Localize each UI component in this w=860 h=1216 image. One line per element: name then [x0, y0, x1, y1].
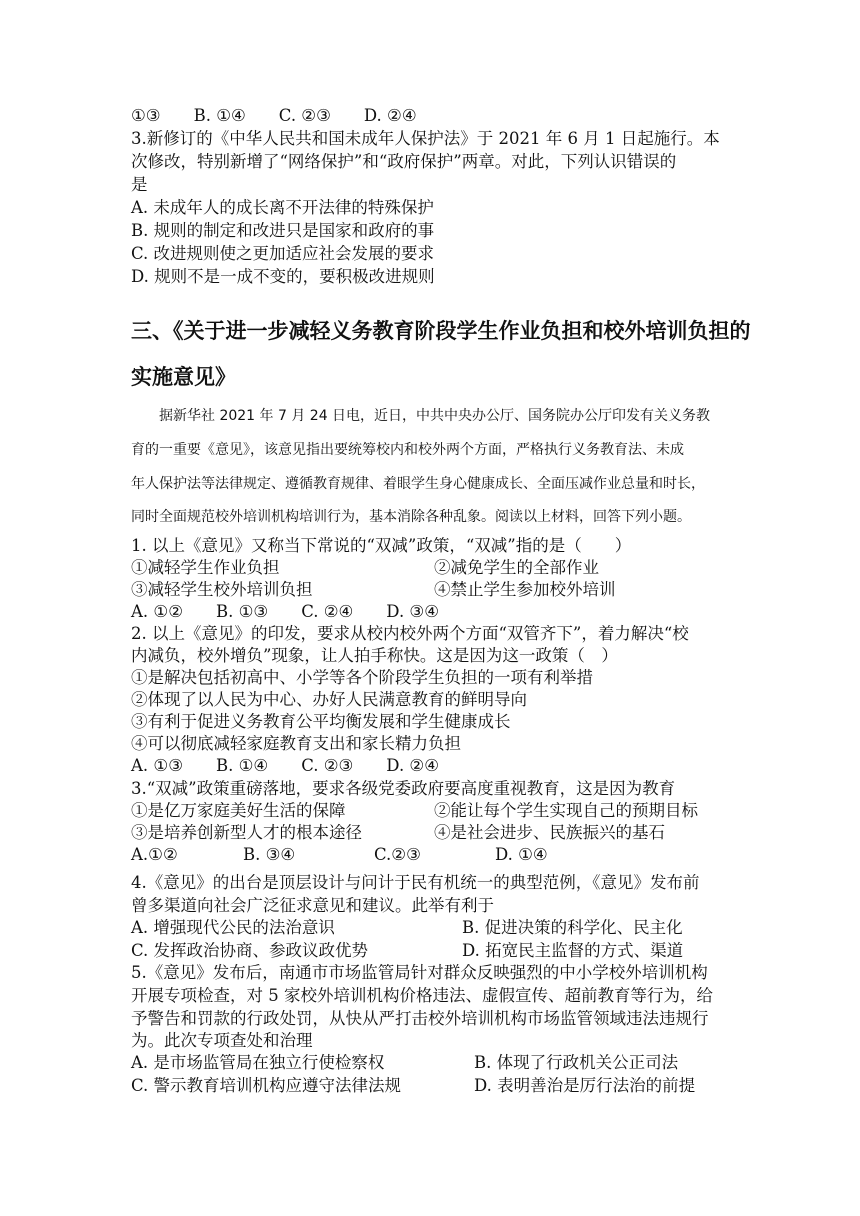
q4-stem-line-1: 4.《意见》的出台是顶层设计与问计于民有机统一的典型范例，《意见》发布前 — [131, 873, 700, 892]
q4-stem-line-2: 曾多渠道向社会广泛征求意见和建议。此举有利于 — [131, 896, 494, 915]
prev-question-options: ①③ B. ①④ C. ②③ D. ②④ — [131, 106, 417, 125]
q3-stem: 3.“双减”政策重磅落地，要求各级党委政府要高度重视教育，这是因为教育 — [131, 779, 676, 798]
q5-option-c: C. 警示教育培训机构应遵守法律法规 — [131, 1076, 402, 1095]
law-question-stem-line-1: 3.新修订的《中华人民共和国未成年人保护法》于 2021 年 6 月 1 日起施行。本 — [131, 129, 720, 148]
q5-stem-line-4: 为。此次专项查处和治理 — [131, 1031, 313, 1050]
q2-option-4: ④可以彻底减轻家庭教育支出和家长精力负担 — [131, 734, 461, 753]
q5-stem-line-1: 5.《意见》发布后，南通市市场监管局针对群众反映强烈的中小学校外培训机构 — [131, 963, 708, 982]
q5-option-d: D. 表明善治是厉行法治的前提 — [474, 1076, 696, 1095]
passage-line-1: 据新华社 2021 年 7 月 24 日电，近日，中共中央办公厅、国务院办公厅印发有关义务教 — [131, 408, 711, 424]
passage-line-3: 年人保护法等法律规定、遵循教育规律、着眼学生身心健康成长、全面压减作业总量和时长， — [131, 476, 705, 492]
q3-answer-a: A.①② — [131, 845, 178, 864]
law-question-option-a: A. 未成年人的成长离不开法律的特殊保护 — [131, 198, 434, 217]
q5-stem-line-3: 予警告和罚款的行政处罚，从快从严打击校外培训机构市场监管领域违法违规行 — [131, 1009, 709, 1028]
q3-option-1: ①是亿万家庭美好生活的保障 — [131, 801, 346, 820]
q5-stem-line-2: 开展专项检查，对 5 家校外培训机构价格违法、虚假宣传、超前教育等行为，给 — [131, 986, 713, 1005]
passage-line-4: 同时全面规范校外培训机构培训行为，基本消除各种乱象。阅读以上材料，回答下列小题。 — [131, 509, 691, 525]
q1-option-3: ③减轻学生校外培训负担 — [131, 580, 313, 599]
q2-option-2: ②体现了以人民为中心、办好人民满意教育的鲜明导向 — [131, 690, 527, 709]
q1-stem: 1. 以上《意见》又称当下常说的“双减”政策，“双减”指的是（ ） — [131, 536, 632, 555]
q3-answer-c: C.②③ — [374, 845, 421, 864]
q4-option-a: A. 增强现代公民的法治意识 — [131, 918, 335, 937]
q2-stem-line-1: 2. 以上《意见》的印发，要求从校内校外两个方面“双管齐下”，着力解决“校 — [131, 624, 689, 643]
q2-option-1: ①是解决包括初高中、小学等各个阶段学生负担的一项有利举措 — [131, 668, 593, 687]
law-question-option-c: C. 改进规则使之更加适应社会发展的要求 — [131, 244, 435, 263]
passage-line-2: 育的一重要《意见》，该意见指出要统筹校内和校外两个方面，严格执行义务教育法、未成 — [131, 442, 684, 458]
q2-answers: A. ①③ B. ①④ C. ②③ D. ②④ — [131, 756, 440, 775]
law-question-option-d: D. 规则不是一成不变的，要积极改进规则 — [131, 267, 435, 286]
q4-option-c: C. 发挥政治协商、参政议政优势 — [131, 941, 369, 960]
q5-option-a: A. 是市场监管局在独立行使检察权 — [131, 1053, 385, 1072]
q3-option-2: ②能让每个学生实现自己的预期目标 — [434, 801, 698, 820]
q3-option-4: ④是社会进步、民族振兴的基石 — [434, 823, 665, 842]
q3-option-3: ③是培养创新型人才的根本途径 — [131, 823, 362, 842]
law-question-stem-line-2: 次修改，特别新增了“网络保护”和“政府保护”两章。对此，下列认识错误的 — [131, 152, 677, 171]
section-heading-line-2: 实施意见》 — [131, 365, 236, 389]
q1-option-4: ④禁止学生参加校外培训 — [434, 580, 616, 599]
q2-option-3: ③有利于促进义务教育公平均衡发展和学生健康成长 — [131, 712, 511, 731]
q1-answers: A. ①② B. ①③ C. ②④ D. ③④ — [131, 602, 440, 621]
q1-option-1: ①减轻学生作业负担 — [131, 558, 280, 577]
q3-answer-d: D. ①④ — [495, 845, 548, 864]
law-question-option-b: B. 规则的制定和改进只是国家和政府的事 — [131, 221, 435, 240]
section-heading-line-1: 三、《关于进一步减轻义务教育阶段学生作业负担和校外培训负担的 — [131, 319, 751, 343]
q1-option-2: ②减免学生的全部作业 — [434, 558, 599, 577]
q2-stem-line-2: 内减负，校外增负”现象，让人拍手称快。这是因为这一政策（ ） — [131, 646, 618, 665]
q5-option-b: B. 体现了行政机关公正司法 — [474, 1053, 679, 1072]
q4-option-b: B. 促进决策的科学化、民主化 — [462, 918, 683, 937]
law-question-stem-line-3: 是 — [131, 175, 148, 194]
q4-option-d: D. 拓宽民主监督的方式、渠道 — [462, 941, 684, 960]
q3-answer-b: B. ③④ — [243, 845, 296, 864]
